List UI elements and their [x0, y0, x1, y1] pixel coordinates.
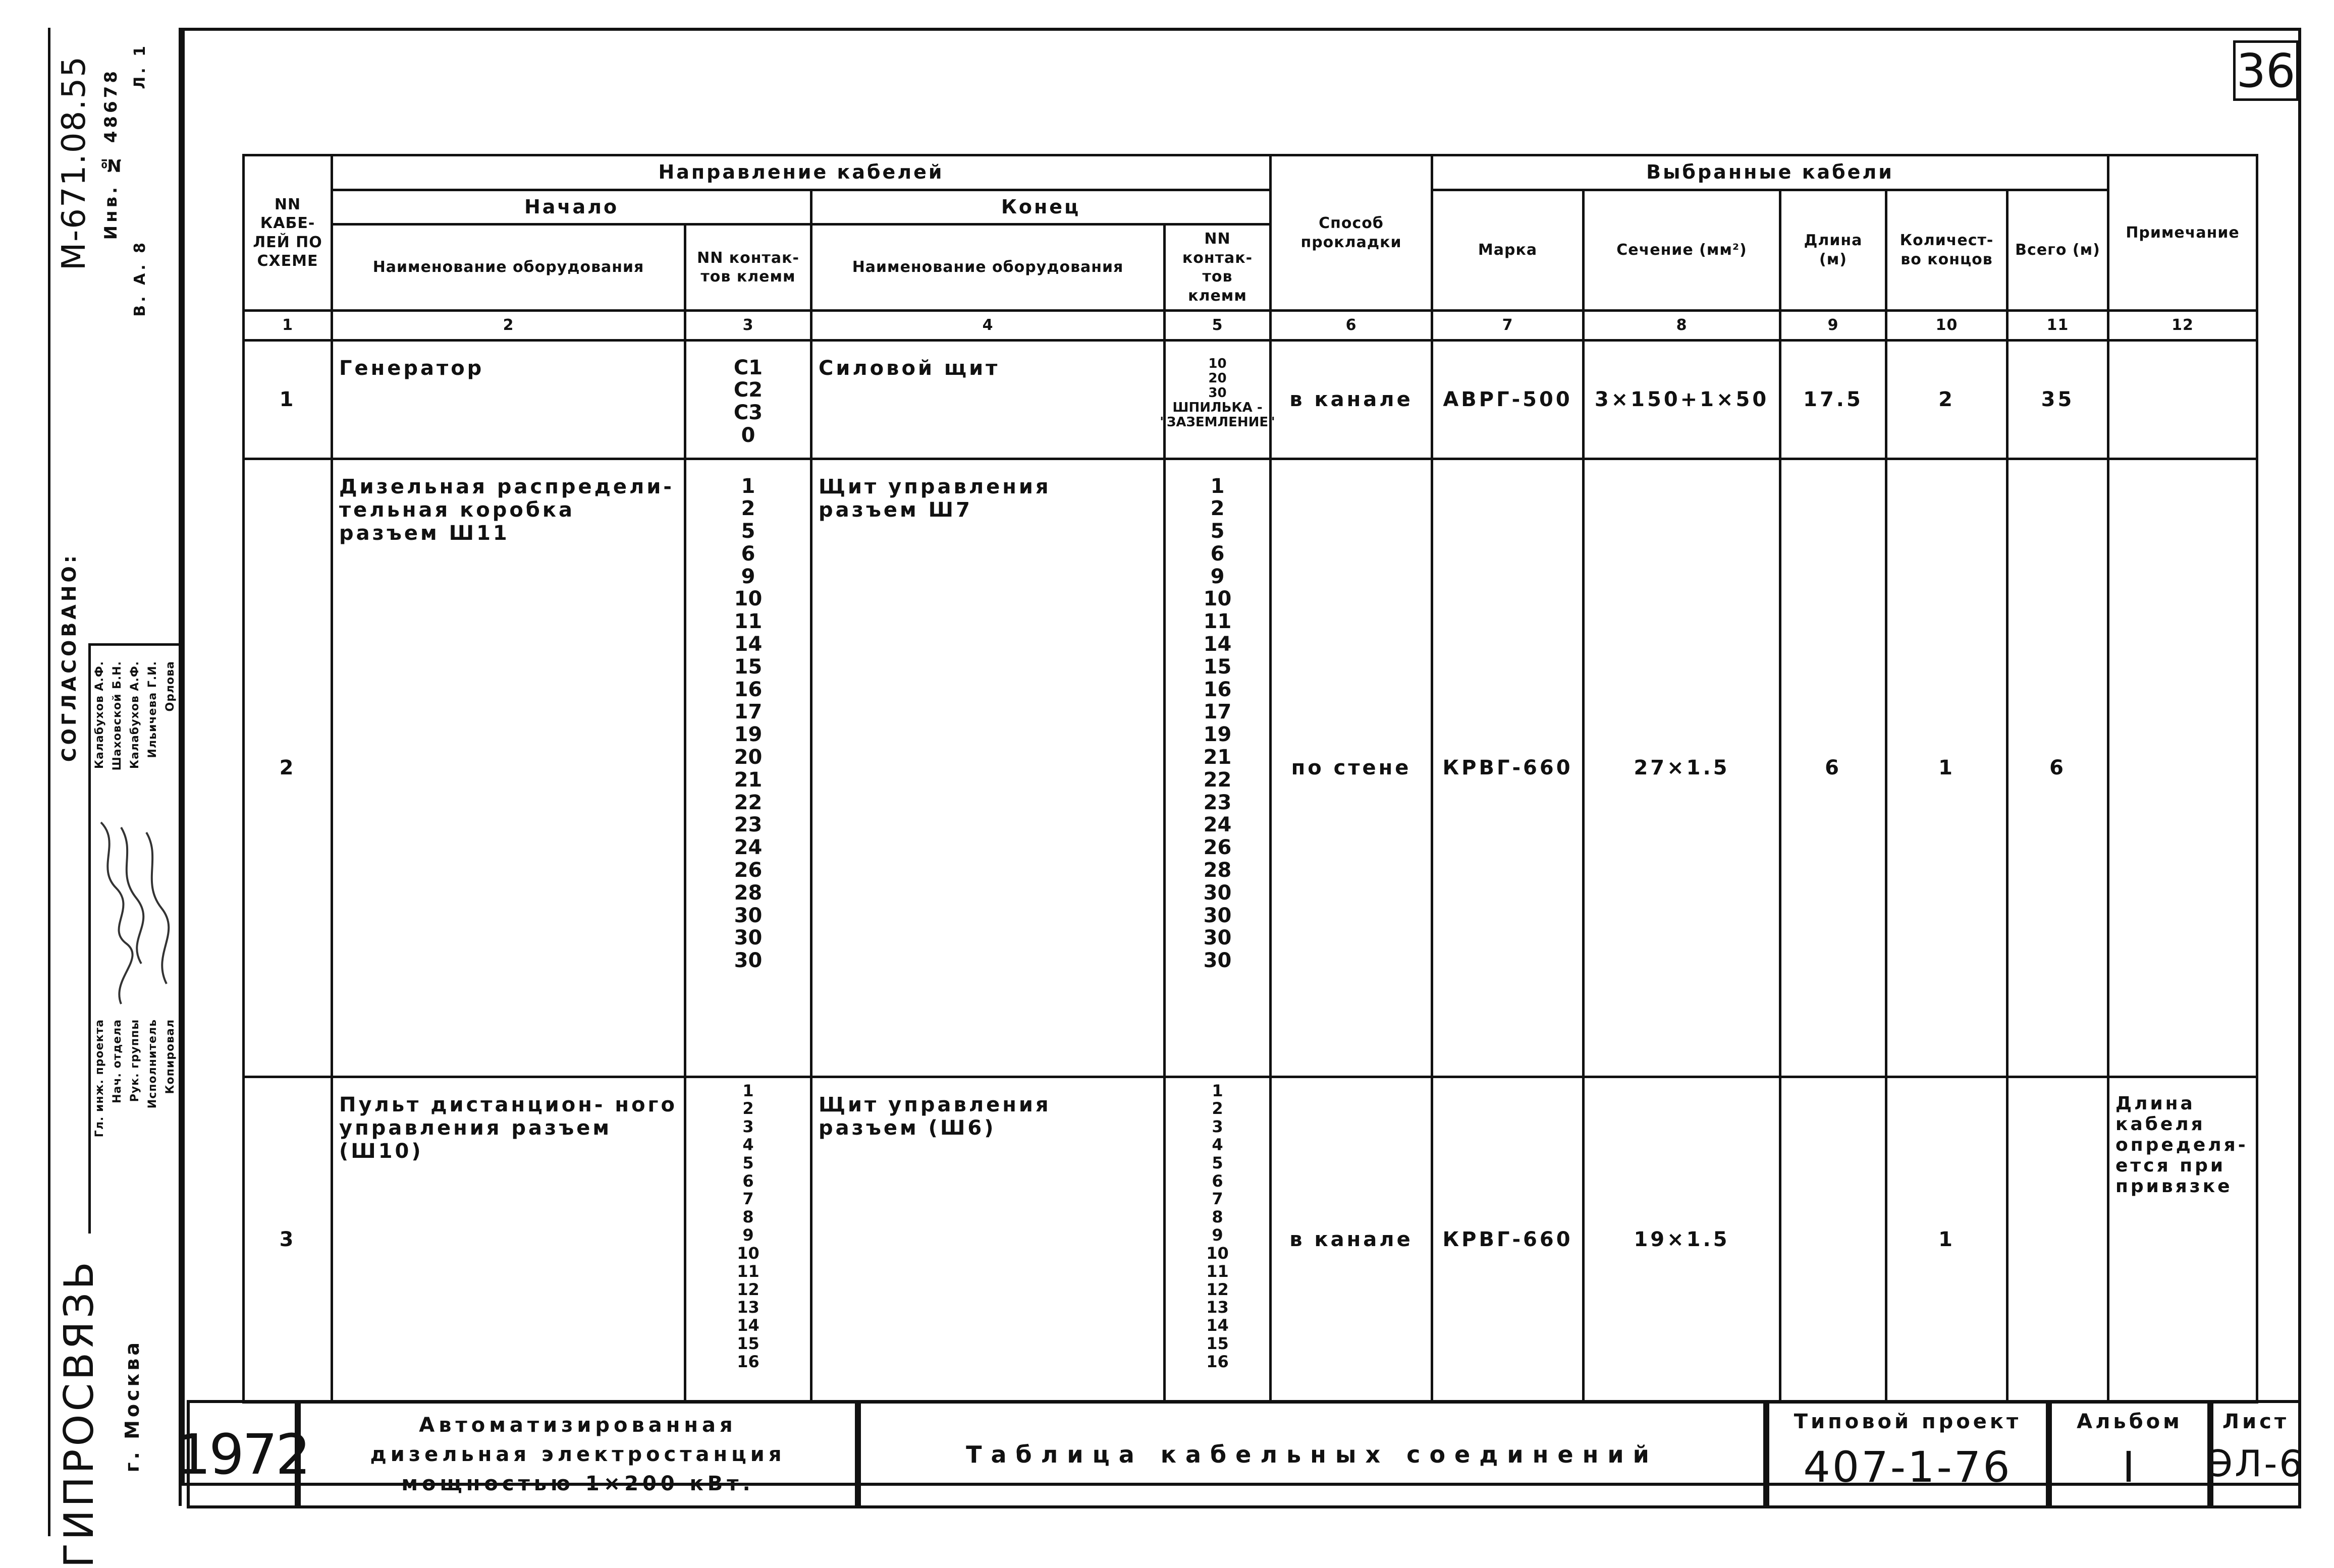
- sheet-value: ЭЛ-6: [2207, 1442, 2305, 1485]
- header-ends: Количест- во концов: [1886, 190, 2007, 311]
- cable-length: 17.5: [1780, 340, 1886, 459]
- terminal-number: 30: [734, 949, 763, 973]
- stamp-va: В. А. 8: [131, 240, 149, 317]
- table-row: [244, 1077, 2257, 1402]
- header-chosen-cables: Выбранные кабели: [1432, 155, 2108, 190]
- project-value: 407-1-76: [1803, 1442, 2012, 1492]
- header-cable-no: NN КАБЕ- ЛЕЙ ПО СХЕМЕ: [244, 155, 332, 311]
- stamp-org: ГИПРОСВЯЗЬ: [56, 1259, 102, 1568]
- terminal-number: 8: [1212, 1207, 1223, 1227]
- album-cell: [2049, 1400, 2210, 1508]
- terminal-number: 19: [1203, 723, 1232, 747]
- laying-method: в канале: [1271, 340, 1432, 459]
- stamp-role-5: Копировал: [164, 1019, 177, 1094]
- terminal-number: 2: [742, 1099, 754, 1118]
- terminal-number: 10: [1206, 1243, 1229, 1263]
- cable-length: [1780, 1077, 1886, 1402]
- terminal-number: 21: [1203, 746, 1232, 769]
- cable-ends: 2: [1886, 340, 2007, 459]
- cable-no: 1: [244, 340, 332, 459]
- cable-no: 2: [244, 459, 332, 1077]
- col-number: 12: [2108, 311, 2257, 341]
- terminal-number: 15: [737, 1334, 759, 1354]
- terminal-number: 4: [1212, 1135, 1223, 1154]
- terminal-number: 13: [1206, 1298, 1229, 1317]
- col-number: 7: [1432, 311, 1584, 341]
- terminal-number: C3: [733, 401, 763, 425]
- terminal-number: 10: [1203, 587, 1232, 611]
- cable-connections-table: [242, 154, 2258, 1404]
- col-number: 5: [1165, 311, 1271, 341]
- start-equipment: Дизельная распредели- тельная коробка разъем Ш11: [332, 459, 685, 1077]
- terminal-number: 5: [741, 520, 755, 543]
- signatures-scribble: [91, 812, 179, 1014]
- terminal-number: 2: [1210, 497, 1225, 521]
- terminal-number: 30: [1203, 926, 1232, 950]
- stamp-code: М-671.08.55: [56, 55, 93, 271]
- start-equipment: Генератор: [332, 340, 685, 459]
- terminal-number: 0: [741, 423, 755, 447]
- col-number: 3: [685, 311, 811, 341]
- terminal-number: 11: [737, 1261, 759, 1281]
- terminal-number: 14: [1206, 1316, 1229, 1335]
- title-desc-line-3: мощностью 1×200 кВт.: [401, 1472, 754, 1495]
- terminal-number: 16: [1206, 1352, 1229, 1371]
- terminal-number: 26: [1203, 836, 1232, 860]
- terminal-number: 19: [734, 723, 763, 747]
- col-number: 6: [1271, 311, 1432, 341]
- terminal-number: 23: [734, 813, 763, 837]
- title-desc-line-2: дизельная электростанция: [370, 1442, 786, 1466]
- header-length: Длина (м): [1780, 190, 1886, 311]
- cable-note: [2108, 459, 2257, 1077]
- terminal-number: 11: [1203, 610, 1232, 634]
- stamp-role-2: Нач. отдела: [111, 1019, 124, 1103]
- end-equipment: Силовой щит: [811, 340, 1165, 459]
- header-section: Сечение (мм²): [1584, 190, 1780, 311]
- stamp-name-3: Калабухов А.Ф.: [129, 661, 141, 769]
- start-terminals: [685, 459, 811, 1077]
- terminal-number: 10: [1208, 356, 1227, 371]
- terminal-number: 14: [1203, 633, 1232, 656]
- header-direction: Направление кабелей: [332, 155, 1271, 190]
- end-equipment: Щит управления разъем Ш7: [811, 459, 1165, 1077]
- terminal-number: 5: [1210, 520, 1225, 543]
- terminal-number: 26: [734, 859, 763, 882]
- cable-brand: КРВГ-660: [1432, 1077, 1584, 1402]
- title-desc-line-1: Автоматизированная: [419, 1413, 737, 1437]
- stamp-approved-label: СОГЛАСОВАНО:: [58, 552, 80, 762]
- terminal-number: 15: [1203, 655, 1232, 679]
- terminal-number: 13: [737, 1298, 759, 1317]
- terminal-number: 10: [734, 587, 763, 611]
- terminal-number: 6: [741, 542, 755, 566]
- terminal-number: 1: [741, 474, 755, 498]
- album-value: I: [2122, 1442, 2137, 1492]
- cable-section: 27×1.5: [1584, 459, 1780, 1077]
- terminal-number: 9: [741, 565, 755, 588]
- end-equipment: Щит управления разъем (Ш6): [811, 1077, 1165, 1402]
- col-number: 9: [1780, 311, 1886, 341]
- cable-ends: 1: [1886, 459, 2007, 1077]
- terminal-number: 9: [1210, 565, 1225, 588]
- terminal-number: 9: [742, 1225, 754, 1245]
- terminal-number: 28: [1203, 859, 1232, 882]
- terminal-number: 14: [737, 1316, 759, 1335]
- stamp-name-1: Калабухов А.Ф.: [93, 661, 106, 769]
- stamp-name-2: Шаховской Б.Н.: [111, 661, 124, 771]
- terminal-number: 1: [1210, 474, 1225, 498]
- header-total: Всего (м): [2007, 190, 2108, 311]
- cable-brand: АВРГ-500: [1432, 340, 1584, 459]
- sheet-label: Лист: [2222, 1410, 2290, 1433]
- terminal-number: 23: [1203, 791, 1232, 814]
- terminal-number: 6: [1210, 542, 1225, 566]
- terminal-number: 11: [734, 610, 763, 634]
- header-brand: Марка: [1432, 190, 1584, 311]
- cable-ends: 1: [1886, 1077, 2007, 1402]
- cable-total: [2007, 1077, 2108, 1402]
- stamp-city: г. Москва: [121, 1339, 143, 1473]
- header-start-terminals: NN контак- тов клемм: [685, 225, 811, 311]
- terminal-number: 5: [1212, 1153, 1223, 1172]
- col-number: 10: [1886, 311, 2007, 341]
- terminal-number: 17: [734, 700, 763, 724]
- terminal-number: 30: [734, 926, 763, 950]
- terminal-number: 3: [742, 1117, 754, 1137]
- terminal-number: 2: [1212, 1099, 1223, 1118]
- header-start: Начало: [332, 190, 811, 225]
- end-terminals: [1160, 340, 1275, 459]
- terminal-number: 7: [742, 1189, 754, 1209]
- terminal-number: 20: [1208, 370, 1227, 386]
- cable-total: 6: [2007, 459, 2108, 1077]
- title-year: 1972: [187, 1400, 298, 1508]
- stamp-strip: [50, 28, 182, 1568]
- terminal-number: 5: [742, 1153, 754, 1172]
- header-end: Конец: [811, 190, 1271, 225]
- laying-method: по стене: [1271, 459, 1432, 1077]
- stamp-name-4: Ильичева Г.И.: [146, 661, 159, 758]
- sheet-number: 36: [2233, 40, 2299, 101]
- terminal-number: 1: [742, 1081, 754, 1100]
- col-number: 4: [811, 311, 1165, 341]
- start-terminals: [685, 340, 811, 459]
- table-row: [244, 459, 2257, 1077]
- terminal-number: 12: [737, 1279, 759, 1299]
- cable-length: 6: [1780, 459, 1886, 1077]
- table-row: [244, 340, 2257, 459]
- drawing-title: Таблица кабельных соединений: [858, 1400, 1766, 1508]
- terminal-number: 12: [1206, 1279, 1229, 1299]
- terminal-number: 30: [1203, 949, 1232, 973]
- terminal-number: 15: [734, 655, 763, 679]
- terminal-number: 9: [1212, 1225, 1223, 1245]
- terminal-number: 6: [1212, 1171, 1223, 1191]
- stamp-name-5: Орлова: [164, 661, 177, 712]
- terminal-number: 24: [1203, 813, 1232, 837]
- cable-note: Длина кабеля определя- ется при привязке: [2108, 1077, 2257, 1402]
- terminal-number: 2: [741, 497, 755, 521]
- terminal-number: 7: [1212, 1189, 1223, 1209]
- header-note: Примечание: [2108, 155, 2257, 311]
- terminal-number: 16: [1203, 678, 1232, 701]
- terminal-number: 3: [1212, 1117, 1223, 1137]
- col-number: 11: [2007, 311, 2108, 341]
- laying-method: в канале: [1271, 1077, 1432, 1402]
- col-number: 8: [1584, 311, 1780, 341]
- col-number: 1: [244, 311, 332, 341]
- album-label: Альбом: [2077, 1410, 2183, 1433]
- terminal-number: 6: [742, 1171, 754, 1191]
- cable-section: 19×1.5: [1584, 1077, 1780, 1402]
- cable-section: 3×150+1×50: [1584, 340, 1780, 459]
- cable-note: [2108, 340, 2257, 459]
- cable-total: 35: [2007, 340, 2108, 459]
- stamp-sheet-ref: Л. 1: [131, 43, 149, 89]
- stamp-role-4: Исполнитель: [146, 1019, 159, 1109]
- stamp-role-3: Рук. группы: [129, 1019, 141, 1102]
- terminal-number: 30: [1208, 385, 1227, 401]
- terminal-number: 11: [1206, 1261, 1229, 1281]
- terminal-number: 30: [1203, 881, 1232, 905]
- header-start-equipment: Наименование оборудования: [332, 225, 685, 311]
- terminal-number: 20: [734, 746, 763, 769]
- terminal-number: 16: [734, 678, 763, 701]
- header-end-terminals: NN контак- тов клемм: [1165, 225, 1271, 311]
- terminal-number: 30: [1203, 904, 1232, 927]
- terminal-number: 24: [734, 836, 763, 860]
- terminal-number: 17: [1203, 700, 1232, 724]
- terminal-number: 30: [734, 904, 763, 927]
- terminal-number: 22: [734, 791, 763, 814]
- stamp-inv-no: Инв. № 48678: [101, 68, 121, 240]
- start-equipment: Пульт дистанцион- ного управления разъем (Ш10): [332, 1077, 685, 1402]
- terminal-number: 10: [737, 1243, 759, 1263]
- end-terminals: [1165, 459, 1271, 1077]
- header-end-equipment: Наименование оборудования: [811, 225, 1165, 311]
- cable-no: 3: [244, 1077, 332, 1402]
- terminal-number: 28: [734, 881, 763, 905]
- terminal-number: 22: [1203, 768, 1232, 792]
- end-terminals: [1165, 1077, 1271, 1402]
- sheet-cell: [2207, 1400, 2305, 1508]
- terminal-number: 8: [742, 1207, 754, 1227]
- terminal-number: 21: [734, 768, 763, 792]
- terminal-number: C2: [733, 378, 763, 402]
- title-description: [298, 1400, 858, 1508]
- header-method: Способ прокладки: [1271, 155, 1432, 311]
- stamp-signature-box: [88, 643, 179, 1234]
- terminal-number: 14: [734, 633, 763, 656]
- project-cell: [1766, 1400, 2049, 1508]
- terminal-number: ШПИЛЬКА - "ЗАЗЕМЛЕНИЕ": [1160, 400, 1275, 430]
- start-terminals: [685, 1077, 811, 1402]
- project-label: Типовой проект: [1794, 1410, 2022, 1433]
- cable-brand: КРВГ-660: [1432, 459, 1584, 1077]
- terminal-number: 16: [737, 1352, 759, 1371]
- col-number: 2: [332, 311, 685, 341]
- terminal-number: 15: [1206, 1334, 1229, 1354]
- terminal-number: 4: [742, 1135, 754, 1154]
- terminal-number: 1: [1212, 1081, 1223, 1100]
- stamp-role-1: Гл. инж. проекта: [93, 1019, 106, 1138]
- terminal-number: C1: [733, 356, 763, 379]
